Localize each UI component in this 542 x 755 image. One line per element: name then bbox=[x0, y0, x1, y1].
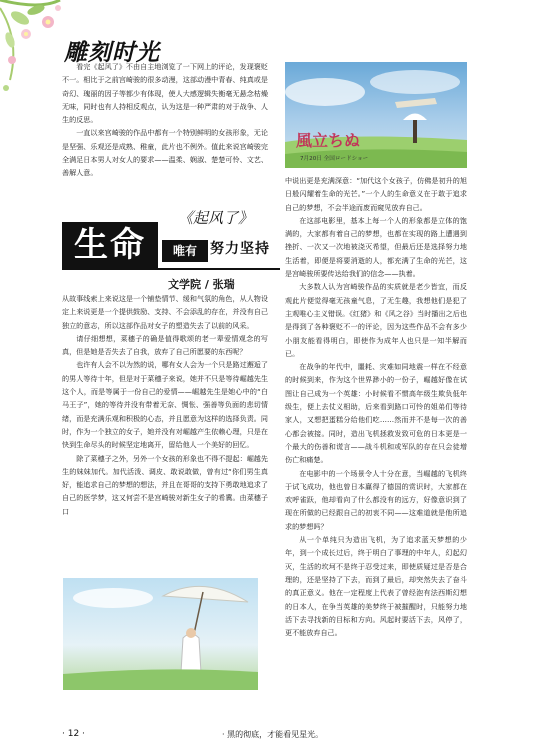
movie-poster-image bbox=[285, 62, 467, 168]
paragraph: 在战争的年代中，噩耗、灾难如同地震一样在不经意的时候到来，作为这个世界渺小的一份子，崛越好像在试图让自己成为一个英雄：小时候看不惯高年级生欺负低年级生，便上去仗义相助，后来看到路口可怜的姐弟们等待家人，又想把蛋糕分给他们吃……然而并不是每一次的善心都会被接。同时，造出飞机拯救发致可危的日本更是一个最大的伤善和谎言——战斗机和或军队的存在只会徒增伤亡和痛楚。 bbox=[285, 362, 467, 465]
left-column-top-text bbox=[62, 60, 268, 180]
headline-only: 唯有 bbox=[162, 240, 208, 262]
poster-title: 風立ちぬ bbox=[296, 131, 361, 150]
headline-rule bbox=[62, 268, 280, 270]
author-byline: 文学院 / 张瑞 bbox=[168, 278, 235, 291]
poster-illustration bbox=[285, 62, 467, 168]
paragraph: 看完《起风了》不由自主地浏览了一下网上的评论，发现褒贬不一。相比于之前宫崎骏的很多动漫，这部动漫中青春、纯真或是奇幻、瑰丽的因子等都少有体现，使人大感逻辑失衡毫无悬念枯燥无味，同时也有人持相反观点，认为这是一种严肃的对于战争、人生的反思。 bbox=[62, 62, 268, 125]
page-number: · 12 · bbox=[62, 729, 85, 739]
left-column-body-text bbox=[62, 292, 268, 518]
paragraph: 在电影中的一个场景令人十分在意，当崛越的飞机终于试飞成功，他也曾日本赢得了德国的赏识时，大家都在欢呼雀跃，他却看向了什么都没有的远方，好像意识到了现在所做的已经跟自己的初衷不同——这难道就是他所追求的梦想吗？ bbox=[285, 468, 467, 531]
book-title: 《起风了》 bbox=[178, 209, 254, 227]
paragraph: 大多数人认为宫崎骏作品的实质就是老少皆宜，而反观此片便觉得毫无孩童气息，了无生趣，我想他们是犯了主观唯心主义错误。《红猪》和《风之谷》当时播出之后也是得到了各种褒贬不一的评论，因为这些作品不会有多少小朋友能看得明白，即使作为成年人也只是一知半解而已。 bbox=[285, 282, 467, 358]
column-title: 雕刻时光 bbox=[64, 39, 160, 66]
poster-date: 7月20日 全国ロードショー bbox=[300, 156, 369, 162]
parasol-illustration bbox=[63, 578, 258, 690]
paragraph: 在这部电影里，基本上每一个人的形象都是立体的饱满的，大家都有着自己的梦想，也都在实现的路上遭遇到挫折、一次又一次地被浇灭希望，但最后还是选择努力地生活着，即便是将要消逝的人，都充满了生命的光芒，这是宫崎骏所要传达给我们的信念——执着。 bbox=[285, 215, 467, 279]
paragraph: 除了菜穗子之外，另外一个女孩的形象也不得不提起：崛越先生的妹妹加代。加代活泼、调皮、敢说敢做，曾有过“你们男生真好，能追求自己的梦想的想法，并且在哥哥的支持下勇敢地追求了自己的医学梦，这又何尝不是宫崎骏对新生女子的希冀。由菜穗子口 bbox=[62, 453, 268, 516]
girl-with-parasol-image bbox=[63, 578, 258, 690]
paragraph: 请仔细想想，菜穗子的确是值得歌颂的老一辈爱情观念的写真，但是她是否失去了自我，放弃了自己所愿要的东西呢？ bbox=[62, 333, 268, 357]
headline-rest: 努力坚持 bbox=[210, 241, 270, 257]
headline-big: 生命 bbox=[62, 222, 158, 268]
footer-quote: · 黑的彻底，才能看见星光。 bbox=[222, 730, 324, 739]
paragraph: 中说出更是充满深意：“加代这个女孩子，仿佛是初升的旭日般闪耀着生命的光芒。”一个人的生命意义在于敢于追求自己的梦想，不会半途而废而窥见放弃自己。 bbox=[285, 176, 467, 212]
right-column-text bbox=[285, 174, 467, 639]
paragraph: 从故事线索上来说这是一个铺垫情节、缓和气氛的角色，从人物设定上来说更是一个提供鼓励、支持、不会添乱的存在，并没有自己独立的意志，所以这部作品对女子的塑造失去了以前的风采。 bbox=[62, 294, 268, 330]
paragraph: 也许有人会不以为然的说，哪有女人会为一个只是路过邂逅了的男人等待十年，但是对于菜穗子来说，她并不只是等待崛越先生这个人，而是等属于一份自己的爱情——崛越先生是她心中的“白马王子”，她的等待并没有带着无奈、惆怅、强善等负面的悲切情绪，而是充满乐观和积极的心态，并且愿意为这样的选择负责。同时，作为一个独立的女子，她并没有对崛越产生依赖心理，只是在快到生命尽头的时候坚定地离开，留给他人一个美好的回忆。 bbox=[62, 360, 268, 450]
paragraph: 一直以来宫崎骏的作品中都有一个特别鲜明的女孩形象，无论是坚强、乐观还是成熟、稚童，此片也不例外。值此来说宫崎骏完全满足日本男人对女人的要求——温柔、娴淑、楚楚可怜、文艺、善解人意。 bbox=[62, 128, 268, 178]
paragraph: 从一个单纯只为造出飞机，为了追求蓝天梦想的少年，到一个成长过后，终于明白了事理的中年人，幻起幻灭，生活的坎坷不是终于忍受过来，即使质疑过是否是合理的，还是坚持了下去，而到了最后，却突然失去了奋斗的真正意义。他在一定程度上代表了曾经泡有法西斯幻想的日本人，在争当英雄的美梦终于被摧醒时，只能努力地活下去寻找新的目标和方向。风起时要活下去，风停了，更不能放弃自己。 bbox=[285, 535, 467, 638]
